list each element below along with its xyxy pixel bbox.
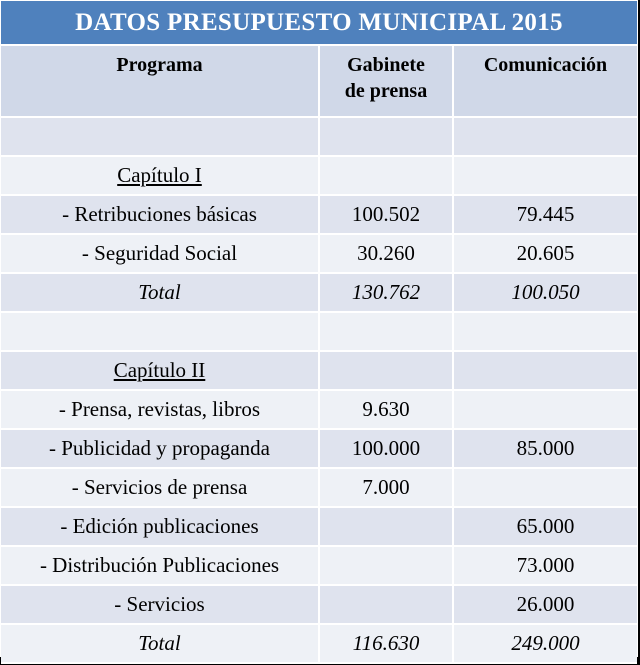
row-gabinete: [319, 507, 453, 546]
row-label: - Publicidad y propaganda: [1, 429, 319, 468]
table-row: [1, 195, 637, 234]
chapter-label: [1, 351, 319, 390]
table-row: [1, 585, 637, 624]
header-gabinete-line2: de prensa: [344, 80, 428, 102]
header-row: [1, 46, 637, 117]
row-gabinete: 30.260: [319, 234, 453, 273]
budget-table: [1, 46, 637, 664]
row-gabinete: 100.502: [319, 195, 453, 234]
row-label: - Distribución Publicaciones: [1, 546, 319, 585]
row-label: - Seguridad Social: [1, 234, 319, 273]
row-comunicacion: [453, 351, 637, 390]
table-row: [1, 390, 637, 429]
header-gabinete-line1: Gabinete: [347, 54, 425, 76]
table-row-chapter: [1, 351, 637, 390]
table-row: [1, 507, 637, 546]
table-row: [1, 546, 637, 585]
row-comunicacion: [453, 156, 637, 195]
total-gabinete: 116.630: [319, 624, 453, 663]
total-label: Total: [1, 624, 319, 663]
row-gabinete: [319, 351, 453, 390]
table-row: [1, 468, 637, 507]
table-row: [1, 117, 637, 156]
chapter-1-title: Capítulo I: [117, 163, 202, 187]
row-comunicacion: [453, 117, 637, 156]
total-gabinete: 130.762: [319, 273, 453, 312]
row-gabinete: 100.000: [319, 429, 453, 468]
row-comunicacion: 65.000: [453, 507, 637, 546]
total-comunicacion: 249.000: [453, 624, 637, 663]
chapter-2-title: Capítulo II: [113, 358, 206, 382]
row-comunicacion: 85.000: [453, 429, 637, 468]
header-programa: Programa: [1, 46, 319, 117]
row-label: [1, 312, 319, 351]
row-comunicacion: 73.000: [453, 546, 637, 585]
table-row-chapter: [1, 156, 637, 195]
table-row-total: [1, 273, 637, 312]
row-comunicacion: [453, 312, 637, 351]
row-comunicacion: 20.605: [453, 234, 637, 273]
row-comunicacion: 26.000: [453, 585, 637, 624]
table-row: [1, 429, 637, 468]
header-comunicacion: Comunicación: [453, 46, 637, 117]
row-comunicacion: 79.445: [453, 195, 637, 234]
row-label: - Edición publicaciones: [1, 507, 319, 546]
row-comunicacion: [453, 468, 637, 507]
row-gabinete: [319, 312, 453, 351]
header-gabinete: [319, 46, 453, 117]
row-gabinete: [319, 117, 453, 156]
table-row: [1, 234, 637, 273]
row-gabinete: [319, 585, 453, 624]
row-label: - Retribuciones básicas: [1, 195, 319, 234]
row-label: - Servicios: [1, 585, 319, 624]
table-row: [1, 312, 637, 351]
row-gabinete: [319, 546, 453, 585]
row-label: - Prensa, revistas, libros: [1, 390, 319, 429]
row-label: - Servicios de prensa: [1, 468, 319, 507]
row-comunicacion: [453, 390, 637, 429]
chapter-label: [1, 156, 319, 195]
row-label: [1, 117, 319, 156]
row-gabinete: [319, 156, 453, 195]
row-gabinete: 7.000: [319, 468, 453, 507]
table-title: DATOS PRESUPUESTO MUNICIPAL 2015: [1, 1, 637, 46]
table-row-total: [1, 624, 637, 663]
total-label: Total: [1, 273, 319, 312]
total-comunicacion: 100.050: [453, 273, 637, 312]
row-gabinete: 9.630: [319, 390, 453, 429]
